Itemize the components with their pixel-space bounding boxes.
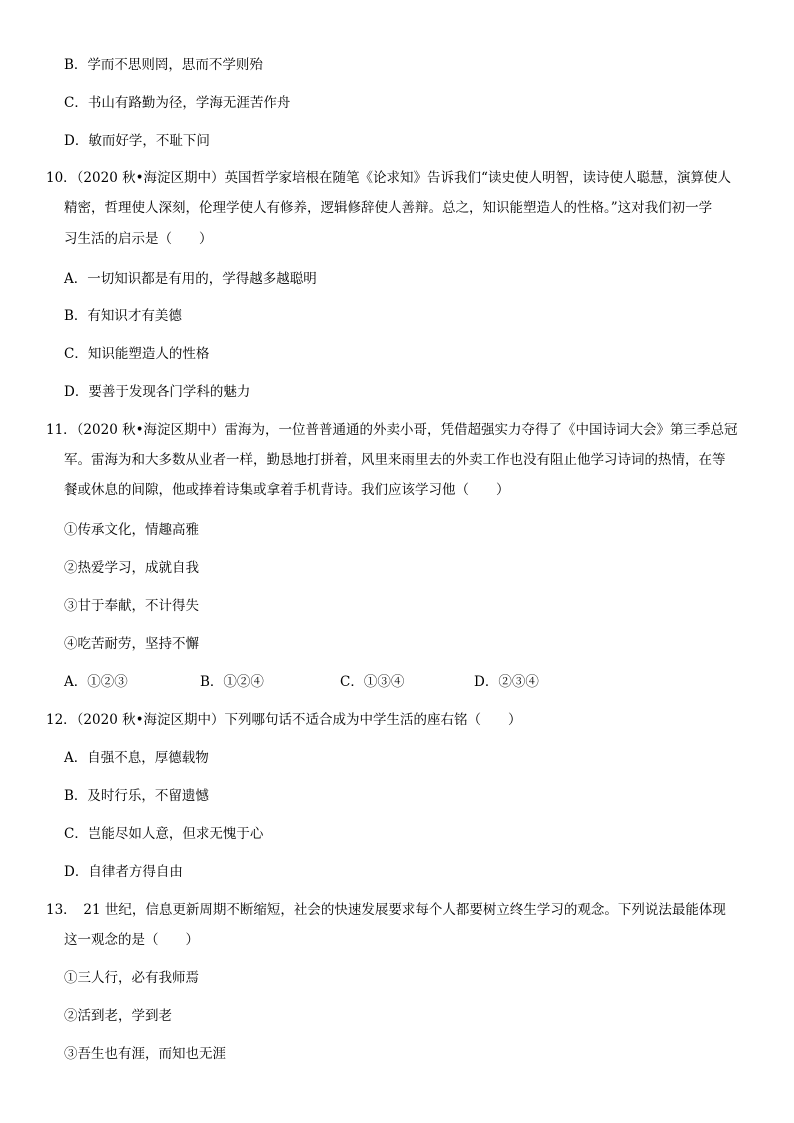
q11-item-2: ②热爱学习，成就自我 — [64, 560, 199, 576]
q9-option-b: B．学而不思则罔，思而不学则殆 — [64, 57, 263, 73]
q10-option-b: B．有知识才有美德 — [64, 308, 182, 324]
q13-stem-line1: 13． 21 世纪，信息更新周期不断缩短，社会的快速发展要求每个人都要树立终生学习的观念。下列说法最能体现 — [46, 902, 726, 918]
q12-option-a: A．自强不息，厚德载物 — [64, 750, 209, 766]
q10-option-d: D．要善于发现各门学科的魅力 — [64, 384, 251, 400]
q10-stem-line1: 10．（2020 秋•海淀区期中）英国哲学家培根在随笔《论求知》告诉我们“读史使人明智，读诗使人聪慧，演算使人 — [46, 170, 731, 186]
q11-item-1: ①传承文化，情趣高雅 — [64, 522, 199, 538]
q11-stem-line1: 11．（2020 秋•海淀区期中）雷海为，一位普普通通的外卖小哥，凭借超强实力夺得了《中国诗词大会》第三季总冠 — [46, 422, 738, 438]
q12-option-d: D．自律者方得自由 — [64, 864, 183, 880]
q13-item-3: ③吾生也有涯，而知也无涯 — [64, 1046, 226, 1062]
q13-item-2: ②活到老，学到老 — [64, 1008, 172, 1024]
q11-stem-line3: 餐或休息的间隙，他或捧着诗集或拿着手机背诗。我们应该学习他（ ） — [64, 482, 510, 498]
q10-stem-line3: 习生活的启示是（ ） — [64, 231, 213, 247]
q11-option-b: B．①②④ — [200, 674, 264, 690]
q12-stem-line1: 12．（2020 秋•海淀区期中）下列哪句话不适合成为中学生活的座右铭（ ） — [46, 712, 522, 728]
q11-stem-line2: 军。雷海为和大多数从业者一样，勤恳地打拼着，风里来雨里去的外卖工作也没有阻止他学习诗词的热情，在等 — [64, 452, 726, 468]
q11-option-d: D．②③④ — [474, 674, 539, 690]
q13-stem-line2: 这一观念的是（ ） — [64, 932, 199, 948]
q11-option-c: C．①③④ — [340, 674, 405, 690]
q11-item-4: ④吃苦耐劳，坚持不懈 — [64, 636, 199, 652]
q10-option-c: C．知识能塑造人的性格 — [64, 346, 210, 362]
q12-option-c: C．岂能尽如人意，但求无愧于心 — [64, 826, 264, 842]
q9-option-c: C．书山有路勤为径，学海无涯苦作舟 — [64, 95, 291, 111]
q11-options-row — [64, 672, 624, 692]
q12-option-b: B．及时行乐，不留遗憾 — [64, 788, 209, 804]
q9-option-d: D．敏而好学，不耻下问 — [64, 133, 210, 149]
q11-option-a: A．①②③ — [64, 674, 128, 690]
q10-option-a: A．一切知识都是有用的，学得越多越聪明 — [64, 271, 317, 287]
q11-item-3: ③甘于奉献，不计得失 — [64, 598, 199, 614]
q10-stem-line2: 精密，哲理使人深刻，伦理学使人有修养，逻辑修辞使人善辩。总之，知识能塑造人的性格。”这对我们初一学 — [64, 200, 713, 216]
q13-item-1: ①三人行，必有我师焉 — [64, 970, 199, 986]
